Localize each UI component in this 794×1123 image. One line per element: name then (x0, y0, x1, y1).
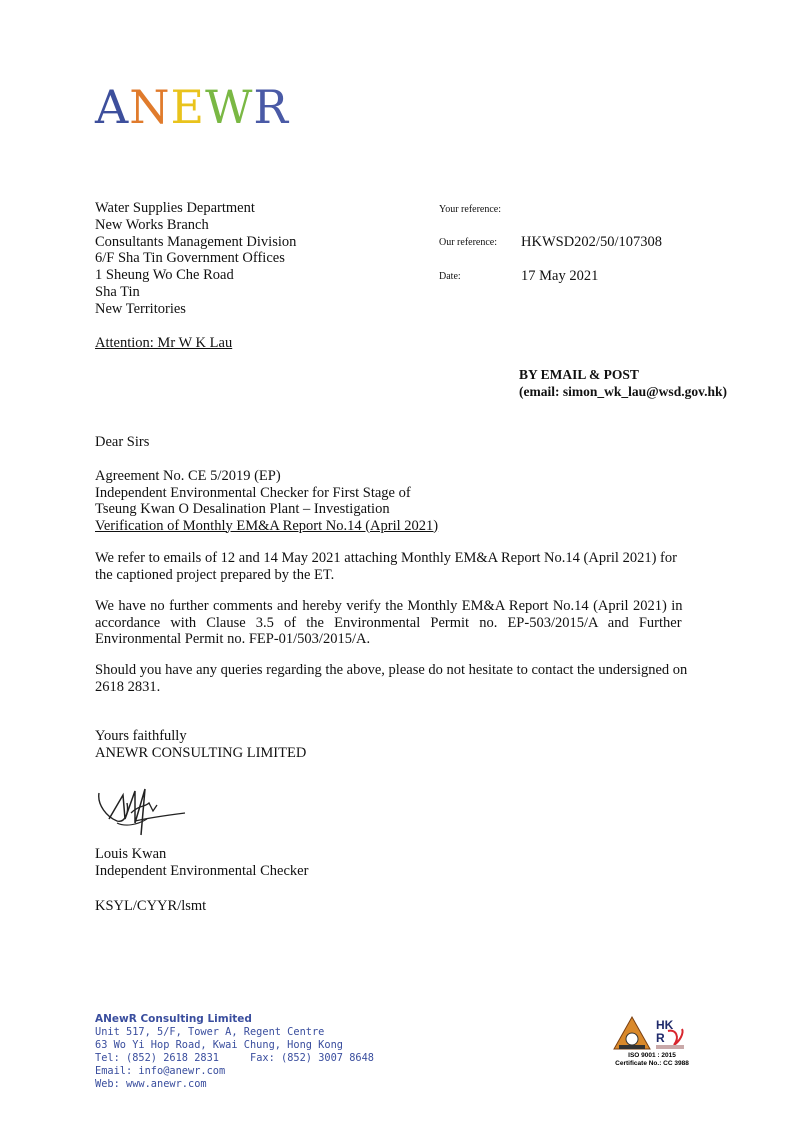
closing-company: ANEWR CONSULTING LIMITED (95, 744, 307, 761)
footer-address-line: 63 Wo Yi Hop Road, Kwai Chung, Hong Kong (95, 1039, 343, 1051)
address-line: Water Supplies Department (95, 200, 255, 216)
address-line: Consultants Management Division (95, 233, 297, 250)
certification-text (604, 1052, 700, 1068)
body-paragraph-1 (95, 550, 701, 583)
quality-mark-icon (614, 1017, 650, 1049)
subject-line: Independent Environmental Checker for First Stage of (95, 484, 411, 501)
iso-standard: ISO 9001 : 2015 (628, 1052, 676, 1059)
our-reference-row (439, 233, 662, 251)
paragraph-line: We refer to emails of 12 and 14 May 2021 attaching Monthly EM&A Report No.14 (April 2021) for (95, 550, 677, 566)
paragraph-line: 2618 2831. (95, 678, 161, 695)
address-line: Sha Tin (95, 283, 140, 300)
certificate-number: Certificate No.: CC 3988 (615, 1060, 689, 1067)
footer-fax: Fax: (852) 3007 8648 (250, 1052, 374, 1064)
svg-text:HK: HK (656, 1018, 674, 1032)
footer-contact (95, 1013, 374, 1091)
date-label: Date: (439, 270, 461, 282)
signatory-title: Independent Environmental Checker (95, 862, 309, 879)
subject-title: Verification of Monthly EM&A Report No.14 (April 2021) (95, 517, 439, 534)
paragraph-line: Environmental Permit no. FEP-01/503/2015/A. (95, 631, 371, 647)
address-line: New Territories (95, 300, 186, 317)
hkqaa-mark-icon (656, 1018, 684, 1049)
signatory-block (95, 846, 701, 879)
body-paragraph-3 (95, 662, 701, 695)
footer-phone-row (95, 1052, 374, 1065)
paragraph-line: accordance with Clause 3.5 of the Environmental Permit no. EP-503/2015/A and Further (95, 614, 682, 631)
delivery-method (519, 366, 727, 400)
complimentary-close: Yours faithfully (95, 728, 187, 744)
footer-address-line: Unit 517, 5/F, Tower A, Regent Centre (95, 1026, 325, 1038)
our-reference-label: Our reference: (439, 236, 498, 248)
address-line: 6/F Sha Tin Government Offices (95, 250, 285, 267)
logo-letter: W (205, 80, 254, 134)
subject-line: Tseung Kwan O Desalination Plant – Investigation (95, 501, 390, 517)
paragraph-line: the captioned project prepared by the ET. (95, 566, 335, 583)
paragraph-line: Should you have any queries regarding the above, please do not hesitate to contact the undersigned on (95, 662, 688, 678)
recipient-address (95, 200, 296, 318)
attention-line: Attention: Mr W K Lau (95, 335, 233, 351)
subject-line: Agreement No. CE 5/2019 (EP) (95, 468, 281, 484)
logo-letter: N (129, 80, 171, 134)
footer-web: Web: www.anewr.com (95, 1078, 207, 1090)
delivery-method-text: BY EMAIL & POST (519, 367, 639, 382)
paragraph-line: We have no further comments and hereby verify the Monthly EM&A Report No.14 (April 2021) in (95, 598, 683, 614)
logo-letter: R (253, 80, 289, 134)
salutation: Dear Sirs (95, 434, 150, 450)
footer-email: Email: info@anewr.com (95, 1065, 226, 1077)
date-value: 17 May 2021 (521, 267, 599, 284)
address-line: New Works Branch (95, 216, 209, 233)
subject-block (95, 468, 701, 534)
closing-block (95, 728, 701, 761)
delivery-email: (email: simon_wk_lau@wsd.gov.hk) (519, 384, 727, 399)
your-reference-label: Your reference: (439, 203, 502, 215)
your-reference-row (439, 200, 521, 218)
logo-letter: A (95, 80, 130, 134)
footer-company-name: ANewR Consulting Limited (95, 1013, 252, 1025)
signature-image (95, 783, 187, 848)
logo-letter: E (170, 80, 206, 134)
date-row (439, 267, 598, 285)
body-paragraph-2 (95, 598, 701, 648)
company-logo (95, 80, 289, 134)
our-reference-value: HKWSD202/50/107308 (521, 233, 662, 250)
svg-text:R: R (656, 1031, 665, 1045)
reference-initials: KSYL/CYYR/lsmt (95, 898, 207, 914)
address-line: 1 Sheung Wo Che Road (95, 267, 234, 284)
footer-tel: Tel: (852) 2618 2831 (95, 1052, 219, 1064)
signatory-name: Louis Kwan (95, 846, 167, 862)
